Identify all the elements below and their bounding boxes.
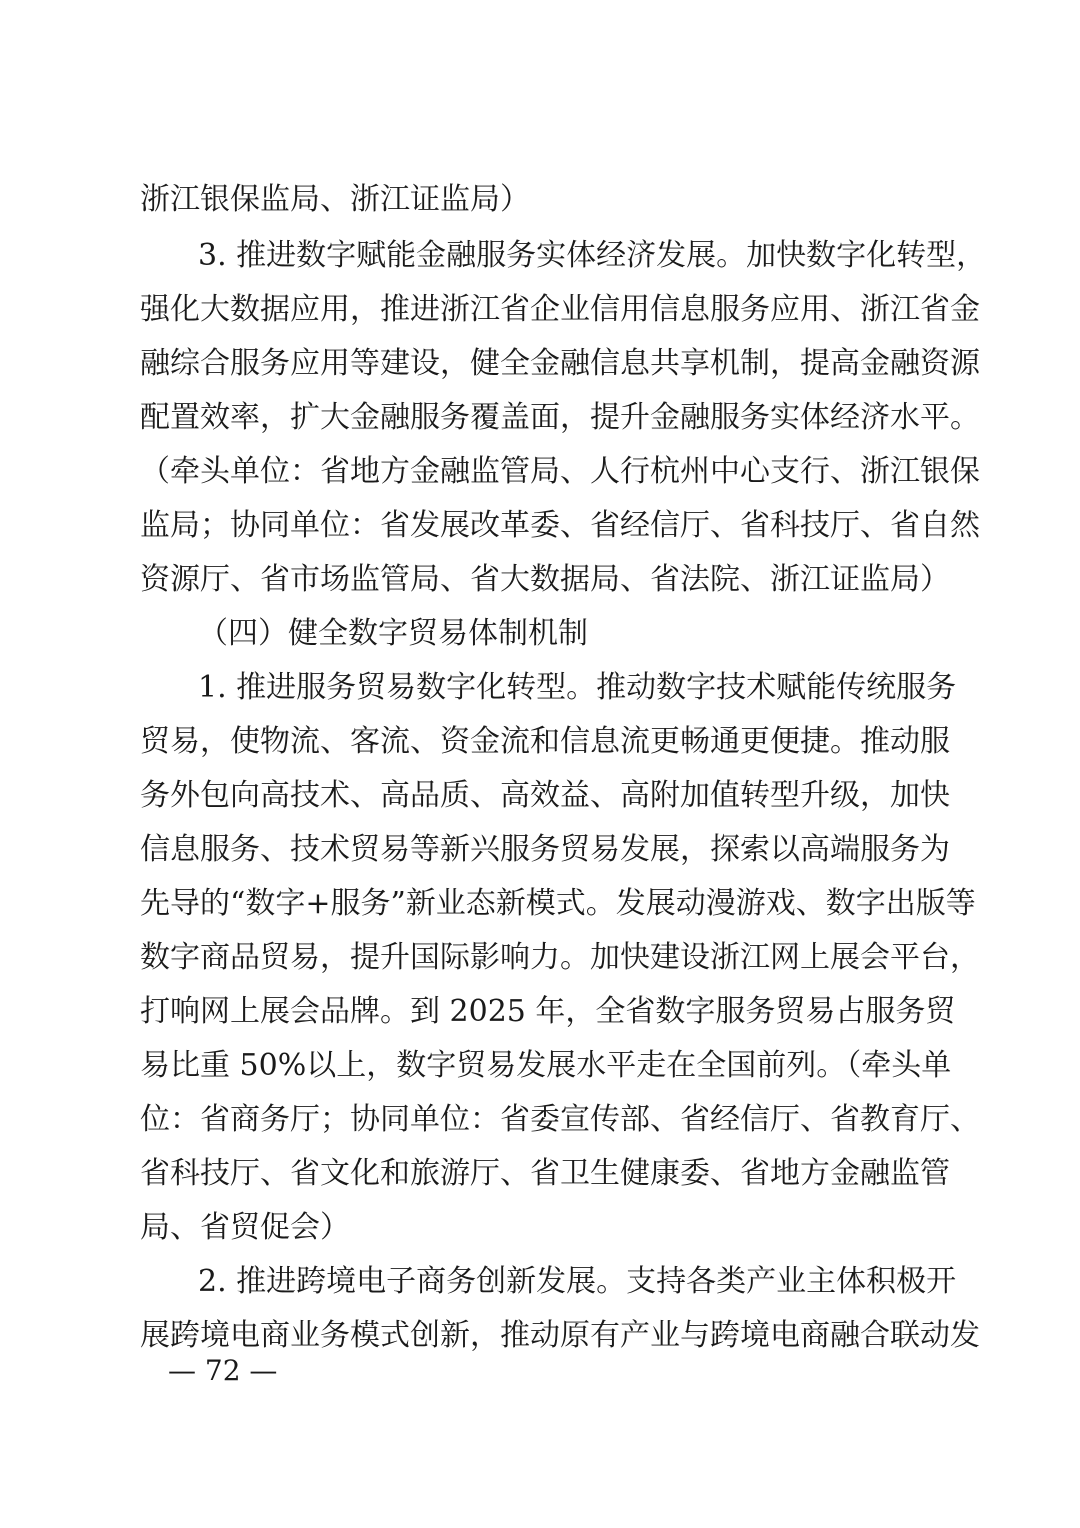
section-heading-four: （四）健全数字贸易体制机制 xyxy=(198,616,588,651)
text-line: 先导的“数字+服务”新业态新模式。发展动漫游戏、数字出版等 xyxy=(140,886,976,921)
text-line: 强化大数据应用，推进浙江省企业信用信息服务应用、浙江省金 xyxy=(140,292,980,327)
text-line: 展跨境电商业务模式创新，推动原有产业与跨境电商融合联动发 xyxy=(140,1318,980,1353)
text-line: 融综合服务应用等建设，健全金融信息共享机制，提高金融资源 xyxy=(140,346,980,381)
page-number: — 72 — xyxy=(168,1354,278,1387)
section-heading-3: 3. 推进数字赋能金融服务实体经济发展。加快数字化转型， xyxy=(198,238,987,273)
text-line: 信息服务、技术贸易等新兴服务贸易发展，探索以高端服务为 xyxy=(140,832,950,867)
section-heading-1: 1. 推进服务贸易数字化转型。推动数字技术赋能传统服务 xyxy=(198,670,957,705)
text-line: 资源厅、省市场监管局、省大数据局、省法院、浙江证监局） xyxy=(140,562,950,597)
text-line: 易比重 50%以上，数字贸易发展水平走在全国前列。（牵头单 xyxy=(140,1048,952,1083)
text-line: 务外包向高技术、高品质、高效益、高附加值转型升级，加快 xyxy=(140,778,950,813)
text-line: 局、省贸促会） xyxy=(140,1210,350,1245)
section-heading-2: 2. 推进跨境电子商务创新发展。支持各类产业主体积极开 xyxy=(198,1264,957,1299)
text-line: 监局；协同单位：省发展改革委、省经信厅、省科技厅、省自然 xyxy=(140,508,980,543)
text-line: 配置效率，扩大金融服务覆盖面，提升金融服务实体经济水平。 xyxy=(140,400,980,435)
text-line: 位：省商务厅；协同单位：省委宣传部、省经信厅、省教育厅、 xyxy=(140,1102,980,1137)
text-line: 数字商品贸易，提升国际影响力。加快建设浙江网上展会平台， xyxy=(140,940,980,975)
text-line: 浙江银保监局、浙江证监局） xyxy=(140,182,530,217)
text-line: （牵头单位：省地方金融监管局、人行杭州中心支行、浙江银保 xyxy=(140,454,980,489)
text-line: 贸易，使物流、客流、资金流和信息流更畅通更便捷。推动服 xyxy=(140,724,950,759)
text-line: 省科技厅、省文化和旅游厅、省卫生健康委、省地方金融监管 xyxy=(140,1156,950,1191)
text-line: 打响网上展会品牌。到 2025 年，全省数字服务贸易占服务贸 xyxy=(140,994,956,1029)
